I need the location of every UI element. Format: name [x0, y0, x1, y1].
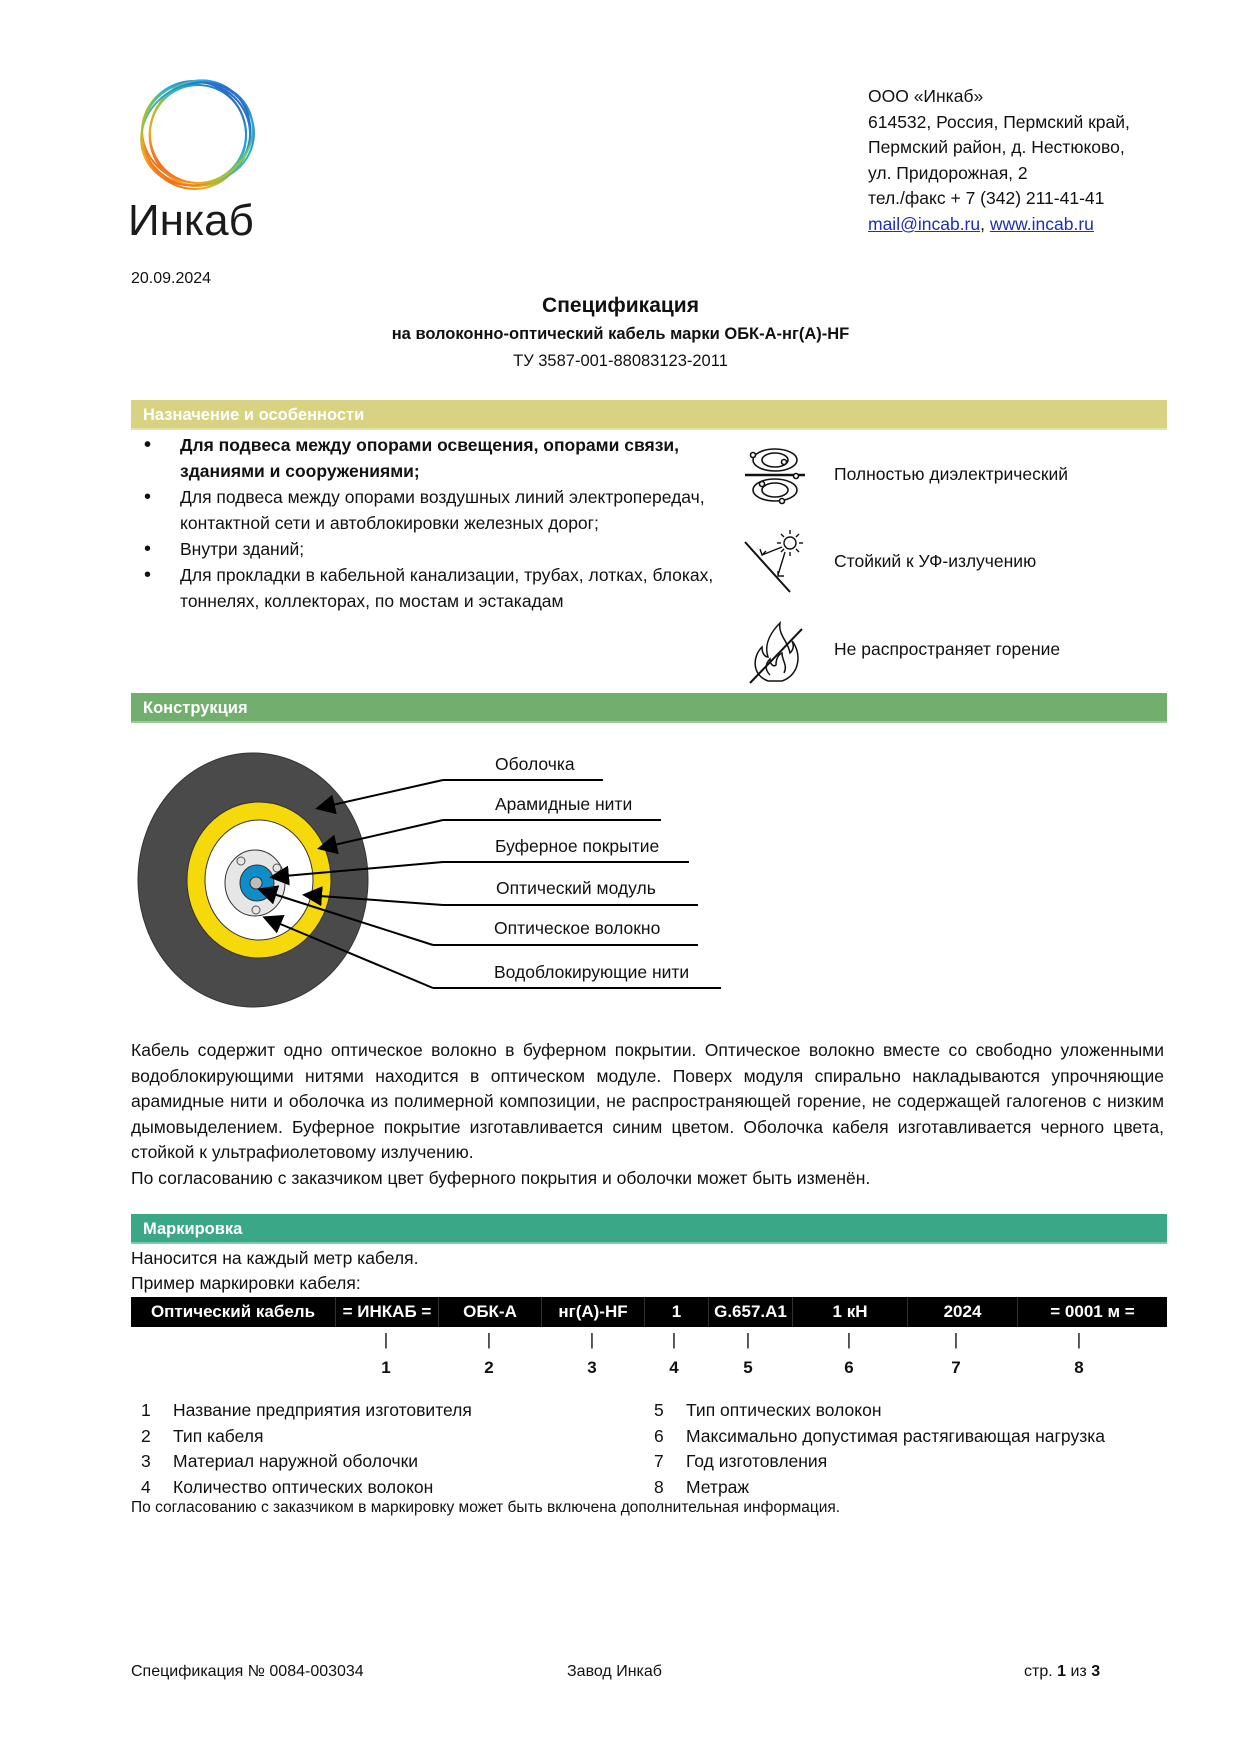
logo-wordmark: Инкаб — [128, 196, 254, 245]
legend-text: Тип оптических волокон — [686, 1400, 882, 1420]
marking-cell: = 0001 м = — [1050, 1302, 1135, 1321]
pointer: | — [486, 1330, 492, 1349]
phone-line: тел./факс + 7 (342) 211-41-41 — [868, 188, 1105, 209]
diagram-label-module: Оптический модуль — [496, 878, 656, 898]
footer-page-indicator — [1024, 1663, 1100, 1681]
description-paragraph: Кабель содержит одно оптическое волокно в буферном покрытии. Оптическое волокно вместе со свободно уложенными водоблокирующими нитями находится в оптическом модуле. Поверх модуля спирально накладываются упрочняющие арамидные нити и оболочка из полимерной композиции, не распространяющей горение, не содержащей галогенов с низким дымовыделением. Буферное покрытие изготавливается синим цветом. Оболочка кабеля изготавливается черного цвета, стойкой к ультрафиолетовому излучению. — [131, 1040, 1164, 1162]
legend-item — [644, 1398, 1105, 1424]
legend-text: Количество оптических волокон — [173, 1476, 434, 1497]
legend-number: 7 — [654, 1451, 664, 1472]
legend-text: Максимально допустимая растягивающая нагрузка — [686, 1425, 1106, 1446]
contact-links — [868, 212, 1130, 238]
marking-cell: G.657.A1 — [709, 1297, 793, 1327]
index-number: 6 — [844, 1358, 854, 1377]
dielectric-icon — [740, 440, 810, 510]
index-number: 8 — [1074, 1358, 1084, 1377]
diagram-label-buffer: Буферное покрытие — [495, 836, 660, 856]
marking-legend-left — [131, 1398, 472, 1500]
email-link[interactable]: mail@incab.ru — [868, 213, 981, 234]
diagram-label-fiber: Оптическое волокно — [494, 918, 661, 938]
marking-example-table — [131, 1297, 1167, 1327]
feature-dielectric — [740, 440, 1160, 520]
legend-item — [131, 1398, 472, 1424]
uv-resistant-icon — [740, 527, 810, 597]
marking-cell: ОБК-А — [439, 1297, 542, 1327]
page-current: 1 — [1057, 1663, 1067, 1680]
list-item: • Для подвеса между опорами освещения, опорами связи, зданиями и сооружениями; — [140, 432, 720, 484]
marking-legend-right — [644, 1398, 1105, 1500]
list-item: • Для прокладки в кабельной канализации, трубах, лотках, блоках, тоннелях, коллекторах, по мостам и эстакадам — [140, 562, 720, 614]
pointer: | — [589, 1330, 595, 1349]
legend-text: Год изготовления — [686, 1451, 828, 1472]
feature-label: Стойкий к УФ-излучению — [834, 551, 1037, 571]
address-line: Пермский район, д. Нестюково, — [868, 137, 1125, 158]
address-line: ООО «Инкаб» — [868, 86, 984, 106]
document-date: 20.09.2024 — [131, 270, 212, 287]
rainbow-rings-logo-icon — [128, 72, 268, 197]
feature-uv-resistant — [740, 527, 1160, 607]
marking-pointers — [131, 1330, 1167, 1390]
legend-text: Тип кабеля — [173, 1425, 264, 1446]
company-address — [868, 84, 1130, 238]
footer-spec-number: Спецификация № 0084-003034 — [131, 1663, 364, 1680]
section-header-purpose: Назначение и особенности — [131, 400, 1167, 430]
index-number: 4 — [669, 1358, 679, 1377]
legend-text: Материал наружной оболочки — [173, 1451, 419, 1472]
pointer: | — [953, 1330, 959, 1349]
marking-cell: 1 — [645, 1297, 709, 1327]
link-separator: , — [980, 213, 990, 234]
page-of: из — [1066, 1663, 1092, 1680]
marking-cell: 1 кН — [793, 1297, 908, 1327]
feature-label: Не распространяет горение — [834, 639, 1061, 659]
legend-number: 5 — [654, 1400, 664, 1420]
address-line: ул. Придорожная, 2 — [868, 162, 1028, 183]
list-item: • Внутри зданий; — [140, 536, 720, 562]
index-number: 3 — [587, 1358, 597, 1377]
page-subtitle: на волоконно-оптический кабель марки ОБК-А-нг(А)-HF — [391, 325, 850, 343]
legend-item — [131, 1475, 472, 1501]
legend-item — [131, 1424, 472, 1450]
legend-number: 3 — [141, 1451, 151, 1472]
pointer: | — [1076, 1330, 1082, 1349]
standard-reference: ТУ 3587-001-88083123-2011 — [513, 352, 728, 370]
legend-number: 4 — [141, 1476, 151, 1497]
pointer: | — [383, 1330, 389, 1349]
legend-text: Название предприятия изготовителя — [173, 1400, 472, 1420]
diagram-label-aramid: Арамидные нити — [495, 794, 633, 814]
feature-no-flame — [740, 615, 1160, 695]
legend-number: 6 — [654, 1425, 664, 1446]
feature-label: Полностью диэлектрический — [834, 464, 1069, 484]
index-number: 2 — [484, 1358, 494, 1377]
marking-intro: Наносится на каждый метр кабеля. — [131, 1248, 419, 1268]
marking-cell: Оптический кабель — [131, 1297, 336, 1327]
index-number: 5 — [743, 1358, 753, 1377]
purpose-list — [140, 432, 720, 614]
marking-cell: = ИНКАБ = — [336, 1297, 439, 1327]
legend-item — [644, 1424, 1105, 1450]
index-number: 1 — [381, 1358, 391, 1377]
footer-plant: Завод Инкаб — [567, 1663, 662, 1680]
list-item: • Для подвеса между опорами воздушных линий электропередач, контактной сети и автоблокировки железных дорог; — [140, 484, 720, 536]
legend-item — [644, 1475, 1105, 1501]
legend-item — [131, 1449, 472, 1475]
marking-example-label: Пример маркировки кабеля: — [131, 1273, 361, 1293]
index-number: 7 — [951, 1358, 961, 1377]
cable-cross-section-diagram — [131, 740, 751, 1025]
legend-number: 8 — [654, 1476, 664, 1497]
legend-number: 2 — [141, 1425, 151, 1446]
section-header-marking: Маркировка — [131, 1214, 1167, 1244]
address-line: 614532, Россия, Пермский край, — [868, 111, 1130, 132]
page-prefix: стр. — [1024, 1663, 1058, 1680]
diagram-label-water-blocking: Водоблокирующие нити — [494, 962, 690, 982]
legend-item — [644, 1449, 1105, 1475]
marking-note: По согласованию с заказчиком в маркировку может быть включена дополнительная информация. — [131, 1499, 841, 1516]
page-title: Спецификация — [542, 294, 699, 317]
description-note: По согласованию с заказчиком цвет буферного покрытия и оболочки может быть изменён. — [131, 1167, 871, 1188]
legend-text: Метраж — [686, 1476, 750, 1497]
pointer: | — [846, 1330, 852, 1349]
pointer: | — [671, 1330, 677, 1349]
construction-description — [131, 1038, 1164, 1191]
section-header-construction: Конструкция — [131, 693, 1167, 723]
marking-cell: нг(А)-HF — [542, 1297, 645, 1327]
legend-number: 1 — [141, 1400, 151, 1420]
no-flame-icon — [740, 615, 810, 685]
company-logo — [128, 72, 268, 247]
diagram-label-sheath: Оболочка — [495, 754, 575, 774]
website-link[interactable]: www.incab.ru — [989, 213, 1094, 234]
marking-cell: 2024 — [908, 1297, 1018, 1327]
pointer: | — [745, 1330, 751, 1349]
page-total: 3 — [1091, 1663, 1101, 1680]
